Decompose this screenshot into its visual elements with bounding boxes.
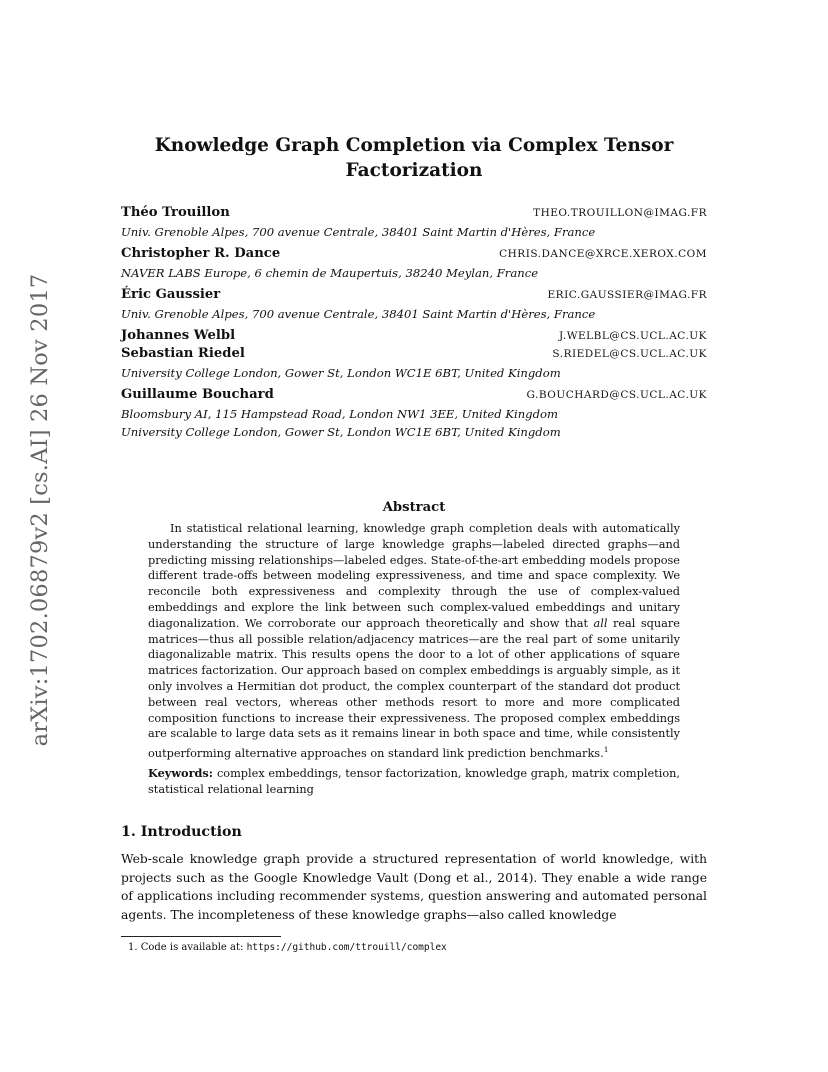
arxiv-side-stamp [18, 273, 62, 747]
abstract-text-part-1: In statistical relational learning, knowledge graph completion deals with automatically understanding the structure of large knowledge graphs—labeled directed graphs—and predicting missing relationships—labeled edges. State-of-the-art embedding models propose different trade-offs between modeling expressiveness, and time and space complexity. We reconcile both expressiveness and complexity through the use of complex-valued embeddings and explore the link between such complex-valued embeddings and unitary diagonalization. We corroborate our approach theoretically and show that [148, 522, 680, 630]
author-name: Johannes Welbl [121, 328, 236, 343]
author-name: Sebastian Riedel [121, 346, 245, 361]
footnote [128, 942, 447, 953]
author-block [121, 328, 707, 382]
author-affiliation: Univ. Grenoble Alpes, 700 avenue Centrale, 38401 Saint Martin d'Hères, France [121, 307, 596, 321]
footnote-link[interactable]: https://github.com/ttrouill/complex [246, 942, 447, 953]
footnote-rule [121, 936, 281, 937]
author-affiliation: University College London, Gower St, London WC1E 6BT, United Kingdom [121, 366, 561, 380]
author-list [121, 205, 707, 446]
author-block [121, 246, 707, 282]
title-line-1: Knowledge Graph Completion via Complex Tensor [154, 135, 674, 156]
paper-title [121, 133, 707, 183]
author-name: Christopher R. Dance [121, 246, 281, 261]
arxiv-identifier: arXiv:1702.06879v2 [cs.AI] 26 Nov 2017 [27, 273, 53, 747]
abstract-text-part-2: real square matrices—thus all possible relation/adjacency matrices—are the real part of some unitarily diagonalizable matrix. This results opens the door to a lot of other applications of square matrices factorization. Our approach based on complex embeddings is arguably simple, as it only involves a Hermitian dot product, the complex counterpart of the standard dot product between real vectors, whereas other methods resort to more and more complicated composition functions to increase their expressiveness. The proposed complex embeddings are scalable to large data sets as it remains linear in both space and time, while consistently outperforming alternative approaches on standard link prediction benchmarks. [148, 616, 680, 760]
author-block [121, 205, 707, 241]
author-email[interactable]: J.WELBL@CS.UCL.AC.UK [558, 330, 707, 342]
author-email[interactable]: ERIC.GAUSSIER@IMAG.FR [547, 289, 707, 301]
author-email[interactable]: S.RIEDEL@CS.UCL.AC.UK [552, 348, 707, 360]
keywords [148, 766, 680, 798]
keywords-list: complex embeddings, tensor factorization, knowledge graph, matrix completion, statistical relational learning [148, 766, 680, 796]
footnote-text: 1. Code is available at: [128, 942, 244, 953]
abstract-body [148, 521, 680, 762]
section-heading: 1. Introduction [121, 824, 242, 840]
author-email[interactable]: THEO.TROUILLON@IMAG.FR [533, 207, 707, 219]
abstract-section [121, 500, 707, 797]
author-affiliation: Bloomsbury AI, 115 Hampstead Road, London NW1 3EE, United Kingdom [121, 407, 558, 421]
footnote-marker[interactable]: 1 [603, 745, 609, 755]
author-block [121, 387, 707, 441]
author-affiliation: NAVER LABS Europe, 6 chemin de Maupertuis, 38240 Meylan, France [121, 266, 539, 280]
author-block [121, 287, 707, 323]
author-affiliation: University College London, Gower St, London WC1E 6BT, United Kingdom [121, 425, 561, 439]
section-paragraph: Web-scale knowledge graph provide a structured representation of world knowledge, with projects such as the Google Knowledge Vault (Dong et al., 2014). They enable a wide range of applications including recommender systems, question answering and automated personal agents. The incompleteness of these knowledge graphs—also called knowledge [121, 852, 707, 922]
author-name: Éric Gaussier [121, 287, 221, 302]
keywords-label: Keywords: [148, 765, 213, 780]
author-name: Guillaume Bouchard [121, 387, 274, 402]
author-email[interactable]: G.BOUCHARD@CS.UCL.AC.UK [526, 389, 707, 401]
author-affiliation: Univ. Grenoble Alpes, 700 avenue Centrale, 38401 Saint Martin d'Hères, France [121, 225, 596, 239]
introduction-section [121, 824, 707, 924]
title-line-2: Factorization [345, 160, 483, 181]
author-name: Théo Trouillon [121, 205, 230, 220]
author-email[interactable]: CHRIS.DANCE@XRCE.XEROX.COM [499, 248, 707, 260]
abstract-heading: Abstract [382, 500, 446, 515]
abstract-emphasis: all [593, 616, 608, 630]
